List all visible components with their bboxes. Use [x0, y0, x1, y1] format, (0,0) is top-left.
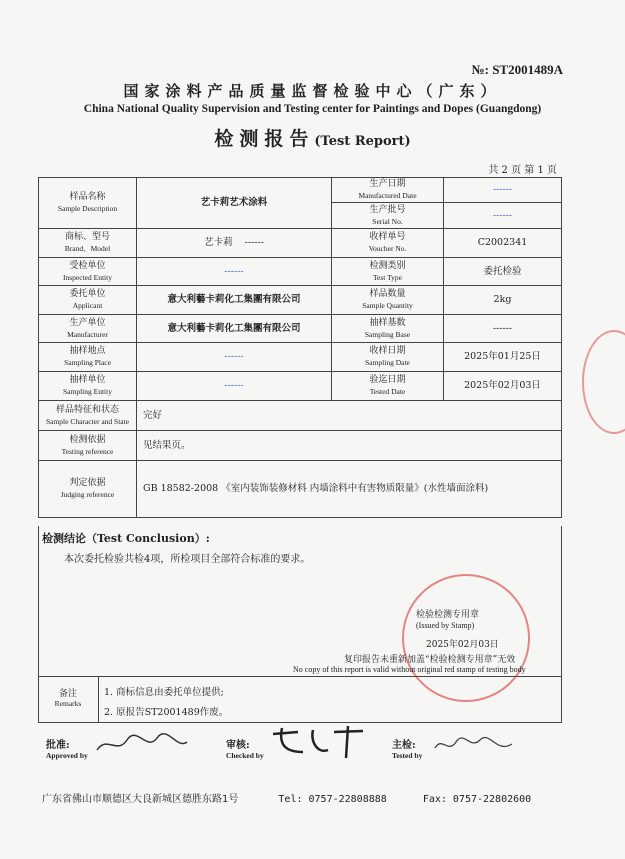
value-serial: ------ [444, 203, 562, 229]
label-brand: 商标、型号 Brand、Model [39, 229, 137, 258]
value-sampling-entity: ------ [137, 372, 332, 401]
info-table [38, 177, 562, 518]
footer [42, 790, 562, 805]
label-judging-ref: 判定依据 Judging reference [39, 461, 137, 518]
conclusion-text: 本次委托检验共检4项，所检项目全部符合标准的要求。 [64, 554, 311, 565]
report-number: №: ST2001489A [471, 62, 563, 77]
label-test-type: 检测类别 Test Type [332, 258, 444, 286]
approved-signature [92, 730, 192, 760]
remarks-label: 备注 Remarks [38, 676, 99, 722]
label-serial: 生产批号 Serial No. [332, 203, 444, 229]
label-inspected: 受检单位 Inspected Entity [39, 258, 137, 286]
value-tested-date: 2025年02月03日 [444, 372, 562, 401]
approved-label: 批准: Approved by [46, 740, 88, 760]
copy-note-cn: 复印报告未重新加盖“检验检测专用章”无效 [344, 655, 516, 665]
stamp-label: 检验检测专用章 [416, 610, 480, 620]
value-character: 完好 [137, 401, 562, 431]
value-sampling-place: ------ [137, 343, 332, 372]
report-title: 检测报告(Test Report) [214, 128, 411, 150]
label-sampling-entity: 抽样单位 Sampling Entity [39, 372, 137, 401]
remark-line-1: 1. 商标信息由委托单位提供; [104, 687, 224, 698]
value-testing-ref: 见结果页。 [137, 431, 562, 461]
value-voucher: C2002341 [444, 229, 562, 258]
footer-address: 广东省佛山市顺德区大良新城区德胜东路1号 [42, 794, 239, 805]
value-sampling-date: 2025年01月25日 [444, 343, 562, 372]
title-cn: 国家涂料产品质量监督检验中心（广东） [123, 82, 502, 100]
value-sampling-base: ------ [444, 315, 562, 343]
conclusion-heading: 检测结论（Test Conclusion）: [42, 532, 210, 545]
side-seal-stamp [582, 330, 625, 434]
value-test-type: 委托检验 [444, 258, 562, 286]
conclusion-date: 2025年02月03日 [426, 640, 499, 650]
value-judging-ref: GB 18582-2008 《室内装饰装修材料 内墙涂料中有害物质限量》(水性墙面涂料) [137, 461, 562, 518]
value-applicant: 意大利藝卡莉化工集團有限公司 [137, 286, 332, 315]
value-brand: 艺卡莉 ------ [137, 229, 332, 258]
label-sampling-place: 抽样地点 Sampling Place [39, 343, 137, 372]
footer-tel: Tel: 0757-22808888 [278, 794, 387, 805]
value-inspected: ------ [137, 258, 332, 286]
label-sample-desc: 样品名称 Sample Description [39, 178, 137, 229]
remark-line-2: 2. 原报告ST2001489作废。 [104, 707, 229, 718]
value-sample-desc: 艺卡莉艺术涂料 [137, 178, 332, 229]
label-character: 样品特征和状态 Sample Character and State [39, 401, 137, 431]
footer-fax: Fax: 0757-22802600 [422, 794, 532, 805]
stamp-label-en: (Issued by Stamp) [416, 621, 475, 630]
copy-note-en: No copy of this report is valid without original red stamp of testing body [293, 665, 526, 674]
label-manufacturer: 生产单位 Manufacturer [39, 315, 137, 343]
page-info: 共 2 页 第 1 页 [488, 165, 557, 176]
label-testing-ref: 检测依据 Testing reference [39, 431, 137, 461]
checked-signature [268, 722, 378, 762]
value-mfg-date: ------ [444, 178, 562, 203]
label-sampling-base: 抽样基数 Sampling Base [332, 315, 444, 343]
label-applicant: 委托单位 Applicant [39, 286, 137, 315]
label-quantity: 样品数量 Sample Quantity [332, 286, 444, 315]
title-en: China National Quality Supervision and Testing center for Paintings and Dopes (Guangdong) [83, 103, 542, 115]
tested-label: 主检: Tested by [392, 740, 423, 760]
value-manufacturer: 意大利藝卡莉化工集團有限公司 [137, 315, 332, 343]
value-quantity: 2kg [444, 286, 562, 315]
tested-signature [430, 730, 520, 760]
label-sampling-date: 收样日期 Sampling Date [332, 343, 444, 372]
label-tested-date: 验迄日期 Tested Date [332, 372, 444, 401]
label-voucher: 收样单号 Voucher No. [332, 229, 444, 258]
checked-label: 审核: Checked by [226, 740, 264, 760]
label-mfg-date: 生产日期 Manufactured Date [332, 178, 444, 203]
